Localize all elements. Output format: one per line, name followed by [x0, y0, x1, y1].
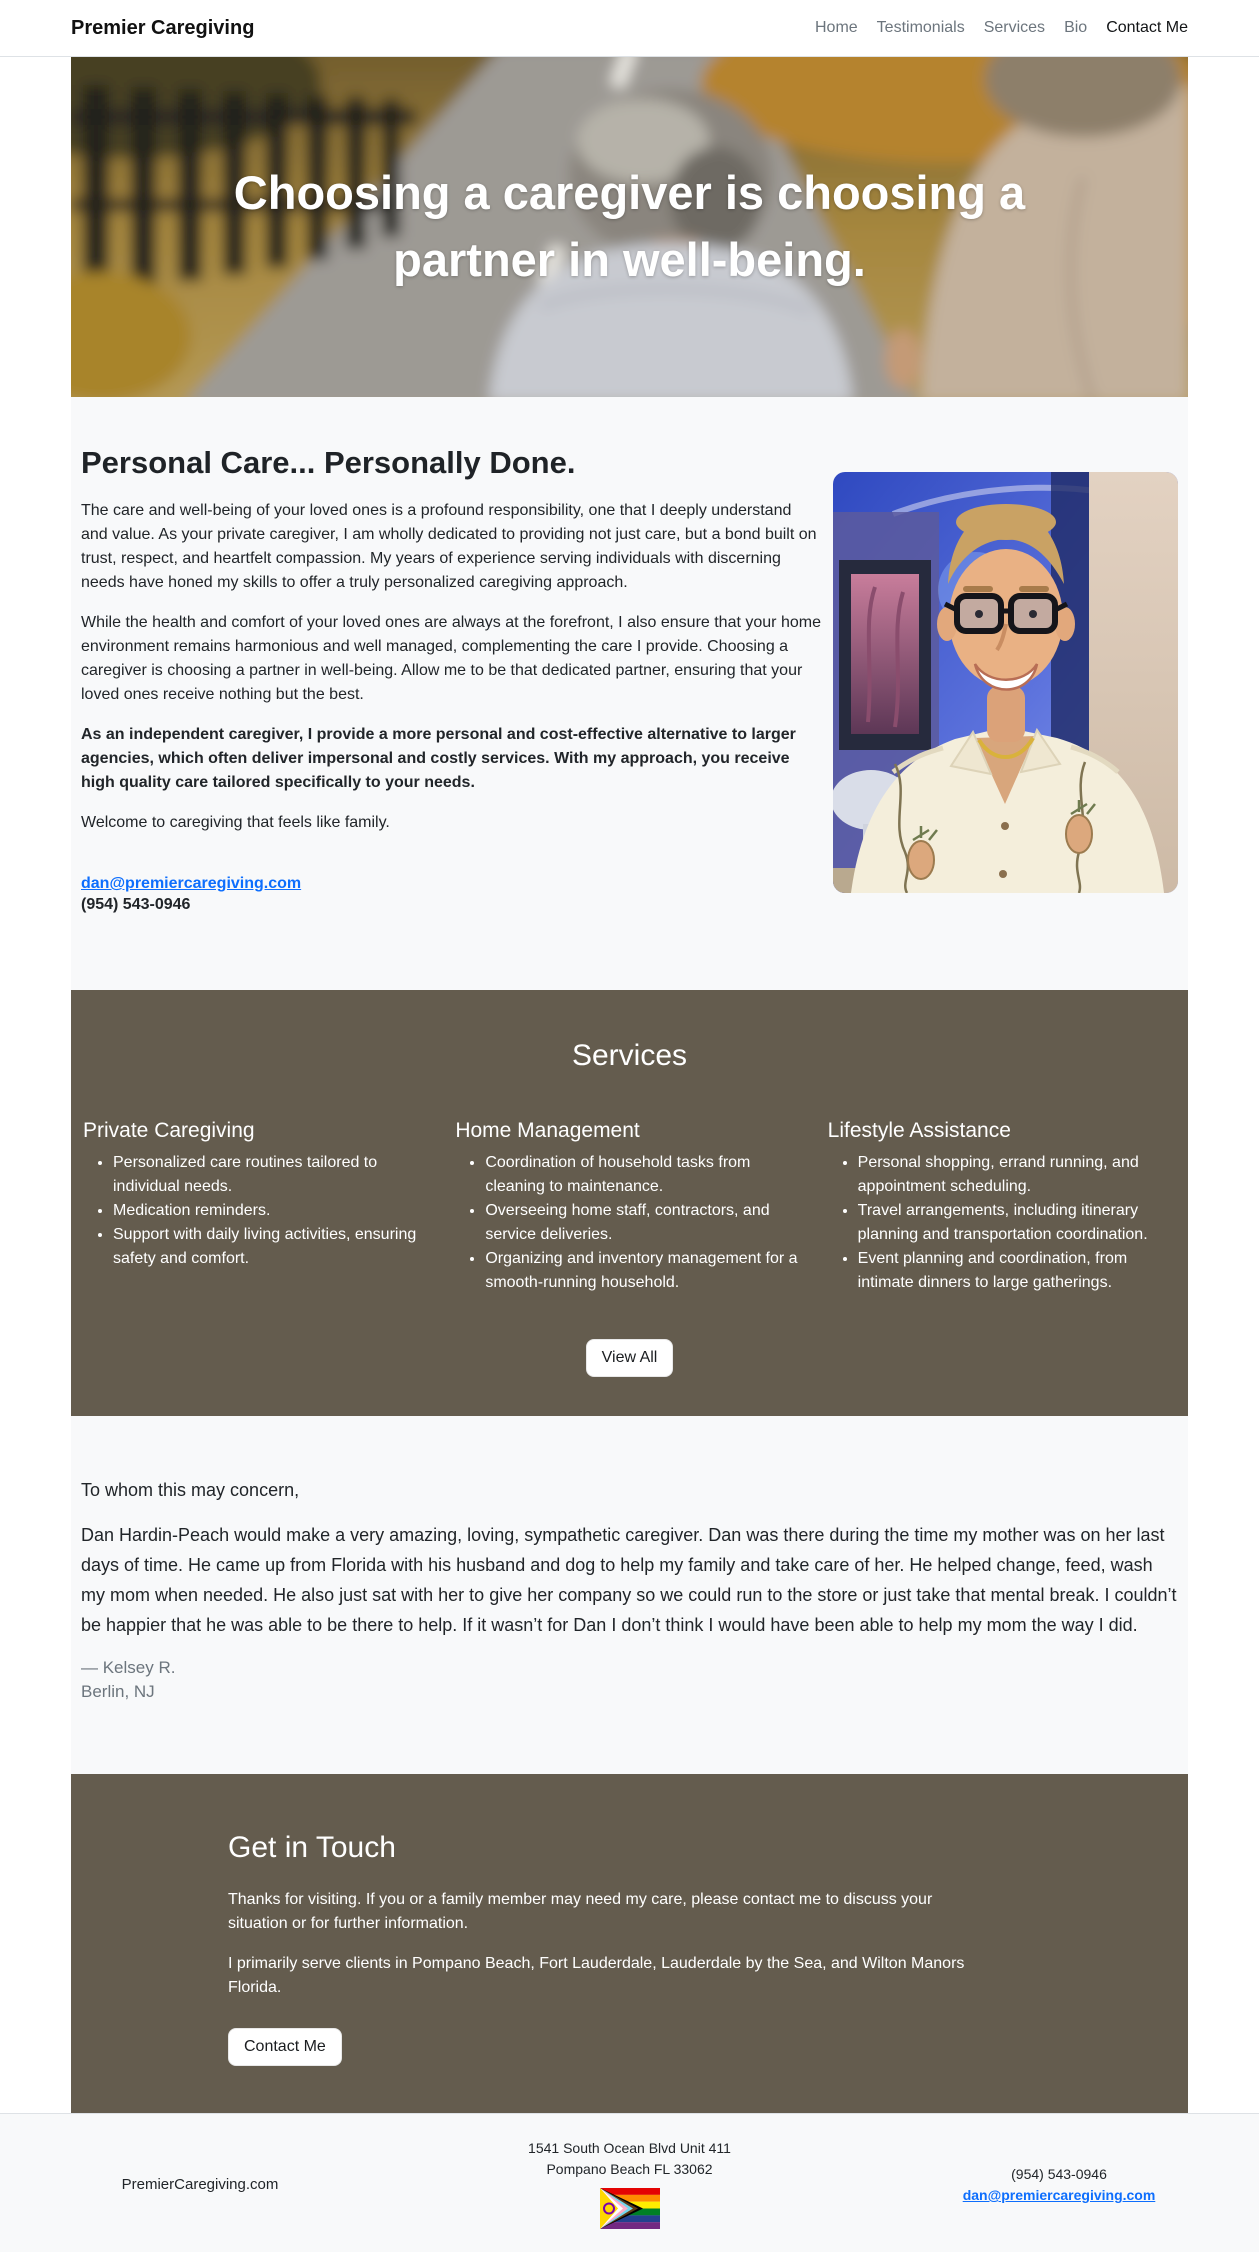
- services-column-title: Home Management: [455, 1119, 640, 1142]
- portrait-illustration: [833, 472, 1178, 893]
- service-item: • Travel arrangements, including itinerary planning and transportation coordination.: [858, 1199, 1176, 1247]
- about-paragraph-1: The care and well-being of your loved ones is a profound responsibility, one that I deeply understand and value. As your private caregiver, I am wholly dedicated to providing not just care, but a bond built on trust, respect, and heartfelt compassion. My years of experience serving individuals with discerning needs have honed my skills to offer a truly personalized caregiving approach.: [81, 502, 817, 591]
- get-in-touch-section: [71, 1774, 1188, 2113]
- services-column-title: Private Caregiving: [83, 1119, 255, 1142]
- footer-center: [400, 2114, 859, 2252]
- footer-left: [0, 2114, 400, 2252]
- progress-pride-flag-icon: [400, 2188, 859, 2234]
- service-item: • Organizing and inventory management for a smooth-running household.: [485, 1247, 803, 1295]
- footer-email-link[interactable]: dan@premiercaregiving.com: [962, 2187, 1156, 2203]
- phone-number: (954) 543-0946: [81, 896, 191, 913]
- hero-title: [71, 159, 1188, 293]
- footer-phone: (954) 543-0946: [1011, 2166, 1107, 2182]
- service-item: • Personalized care routines tailored to individual needs.: [113, 1151, 431, 1199]
- services-section: [71, 990, 1188, 1416]
- testimonial-body: Dan Hardin-Peach would make a very amazing, loving, sympathetic caregiver. Dan was there during the time my mother was on her last days of time. He came up from Florida with his husband and dog to help my family and take care of her. He helped change, feed, wash my mom when needed. He also just sat with her to give her company so we could run to the store or just take that mental break. I couldn’t be happier that he was able to be there to help. If it wasn’t for Dan I don’t think I would have been able to help my mom the way I did.: [81, 1525, 1177, 1635]
- hero-title-line-2: partner in well-being.: [393, 233, 866, 286]
- nav-home[interactable]: Home: [814, 19, 858, 36]
- services-column-title: Lifestyle Assistance: [827, 1119, 1011, 1142]
- service-item: • Medication reminders.: [113, 1199, 431, 1223]
- main-nav: [815, 19, 1188, 37]
- footer-address-line-2: Pompano Beach FL 33062: [546, 2161, 713, 2177]
- services-heading: Services: [571, 1039, 688, 1072]
- testimonial-attribution-name: — Kelsey R.: [81, 1658, 176, 1677]
- about-paragraph-3: As an independent caregiver, I provide a more personal and cost-effective alternative to larger agencies, which often deliver impersonal and costly services. With my approach, you receive high quality care tailored specifically to your needs.: [81, 726, 796, 791]
- nav-services[interactable]: Services: [983, 19, 1046, 36]
- services-columns: [71, 1118, 1188, 1295]
- about-text: [81, 445, 821, 917]
- nav-contact-me[interactable]: Contact Me: [1106, 19, 1188, 36]
- about-heading: Personal Care... Personally Done.: [81, 445, 576, 480]
- about-section: [71, 397, 1188, 990]
- contact-paragraph-2: I primarily serve clients in Pompano Beach, Fort Lauderdale, Lauderdale by the Sea, and Wilton Manors Florida.: [228, 1955, 965, 1996]
- footer-right: [859, 2114, 1259, 2252]
- services-column-lifestyle-assistance: [816, 1118, 1188, 1295]
- nav-testimonials[interactable]: Testimonials: [876, 19, 965, 36]
- about-paragraph-2: While the health and comfort of your loved ones are always at the forefront, I also ensure that your home environment remains harmonious and well managed, complementing the care I provide. Choosing a caregiver is choosing a partner in well-being. Allow me to be that dedicated partner, ensuring that your loved ones receive nothing but the best.: [81, 614, 821, 703]
- service-item: • Overseeing home staff, contractors, and service deliveries.: [485, 1199, 803, 1247]
- site-footer: [0, 2113, 1259, 2252]
- brand-logo: Premier Caregiving: [71, 16, 255, 39]
- contact-me-button[interactable]: Contact Me: [228, 2028, 342, 2066]
- get-in-touch-heading: Get in Touch: [228, 1831, 396, 1864]
- view-all-button[interactable]: View All: [586, 1339, 674, 1377]
- service-item: • Support with daily living activities, ensuring safety and comfort.: [113, 1223, 431, 1271]
- testimonial-section: [71, 1416, 1188, 1774]
- caregiver-portrait-photo: [833, 472, 1178, 893]
- testimonial-attribution-location: Berlin, NJ: [81, 1682, 155, 1701]
- service-item: • Coordination of household tasks from cleaning to maintenance.: [485, 1151, 803, 1199]
- hero-title-line-1: Choosing a caregiver is choosing a: [233, 166, 1026, 219]
- footer-address-line-1: 1541 South Ocean Blvd Unit 411: [528, 2140, 731, 2156]
- about-email-row: [81, 875, 821, 893]
- services-column-private-caregiving: [71, 1118, 443, 1295]
- testimonial-salutation: To whom this may concern,: [81, 1480, 300, 1500]
- service-item: • Personal shopping, errand running, and appointment scheduling.: [858, 1151, 1176, 1199]
- contact-paragraph-1: Thanks for visiting. If you or a family member may need my care, please contact me to discuss your situation or for further information.: [228, 1891, 933, 1932]
- about-paragraph-4: Welcome to caregiving that feels like family.: [81, 814, 390, 831]
- footer-site-name: PremierCaregiving.com: [121, 2176, 279, 2193]
- service-item: • Event planning and coordination, from intimate dinners to large gatherings.: [858, 1247, 1176, 1295]
- email-link[interactable]: dan@premiercaregiving.com: [81, 875, 302, 892]
- services-column-home-management: [443, 1118, 815, 1295]
- site-header: [0, 0, 1259, 57]
- nav-bio[interactable]: Bio: [1064, 19, 1088, 36]
- hero-banner: [71, 57, 1188, 397]
